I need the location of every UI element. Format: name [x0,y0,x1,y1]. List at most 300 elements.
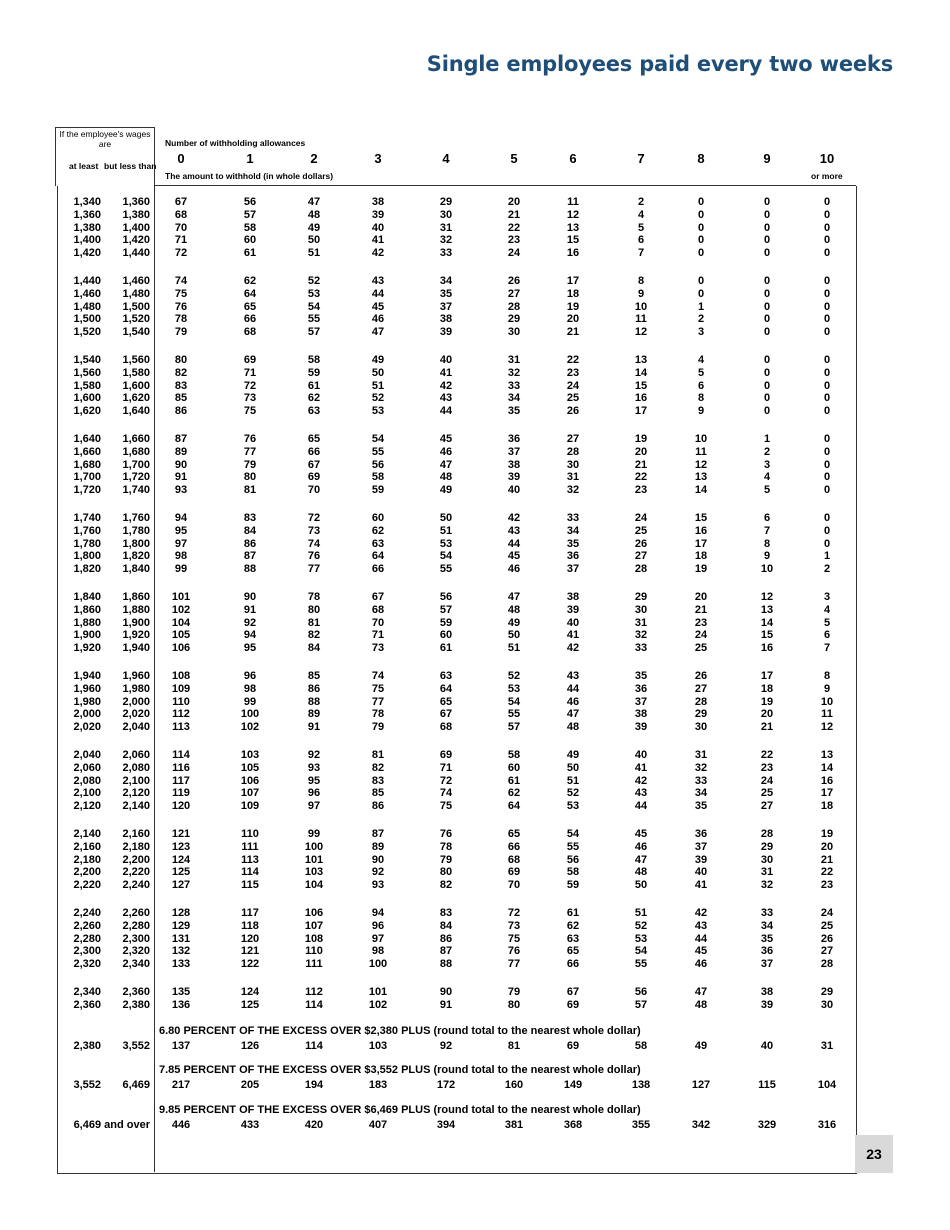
withholding-amount: 98 [174,550,188,563]
withholding-amount: 39 [634,721,648,734]
at-least-label: at least [69,161,99,171]
withholding-amount: 36 [507,433,521,445]
withholding-amount: 62 [507,787,521,800]
withholding-amount: 56 [371,458,385,471]
withholding-amount: 57 [634,998,648,1011]
withholding-amount: 46 [566,695,580,708]
withholding-amount: 64 [243,287,257,300]
withholding-amount: 2 [763,445,771,458]
withholding-amount: 71 [174,234,188,247]
withholding-amount: 6 [637,234,645,247]
withholding-amount: 47 [439,458,453,471]
withholding-amount: 2 [637,196,645,208]
withholding-amount: 73 [371,642,385,655]
withholding-amount: 394 [436,1119,456,1131]
withholding-amount: 78 [174,313,188,326]
withholding-amount: 48 [307,208,321,221]
withholding-amount: 90 [371,853,385,866]
withholding-amount: 115 [758,1079,776,1091]
withholding-amount: 12 [694,458,708,471]
withholding-amount: 38 [371,196,385,208]
wage-at-least: 1,980 [73,695,101,708]
withholding-amount: 48 [634,866,648,879]
withholding-amount: 18 [694,550,708,563]
withholding-amount: 106 [304,907,324,919]
withholding-amount: 52 [371,392,385,405]
allowance-column-header: 6 [569,151,577,166]
withholding-amount: 82 [307,629,321,642]
withholding-amount: 59 [439,616,453,629]
withholding-amount: 120 [171,800,191,813]
withholding-amount: 67 [439,708,453,721]
withholding-amount: 316 [817,1119,837,1131]
withholding-amount: 76 [243,433,257,445]
withholding-amount: 72 [507,907,521,919]
wage-at-least: 1,800 [73,550,101,563]
withholding-amount: 39 [371,208,385,221]
withholding-amount: 0 [823,221,831,234]
withholding-amount: 27 [820,945,834,958]
withholding-amount: 33 [634,642,648,655]
withholding-amount: 57 [307,326,321,339]
withholding-amount: 41 [566,629,580,642]
wage-less-than: 2,040 [122,721,150,734]
withholding-amount: 3 [823,591,831,603]
wage-at-least: 2,380 [73,1040,101,1052]
withholding-amount: 72 [439,774,453,787]
withholding-amount: 62 [243,275,257,287]
withholding-amount: 19 [634,433,648,445]
withholding-amount: 40 [760,1040,774,1052]
withholding-amount: 53 [507,682,521,695]
withholding-amount: 29 [507,313,521,326]
withholding-amount: 79 [507,986,521,998]
withholding-amount: 114 [172,749,190,761]
withholding-amount: 53 [307,287,321,300]
withholding-amount: 48 [439,471,453,484]
withholding-amount: 183 [368,1079,388,1091]
withholding-amount: 81 [371,749,385,761]
wage-less-than: 1,520 [122,313,150,326]
withholding-amount: 55 [507,708,521,721]
wage-at-least: 1,780 [73,537,101,550]
withholding-amount: 43 [507,524,521,537]
withholding-amount: 35 [566,537,580,550]
wage-at-least: 2,200 [73,866,101,879]
withholding-amount: 91 [439,998,453,1011]
withholding-amount: 32 [760,879,774,892]
withholding-amount: 24 [760,774,774,787]
withholding-amount: 26 [694,670,708,682]
wage-less-than: 2,080 [122,761,150,774]
withholding-amount: 89 [371,840,385,853]
wage-at-least: 2,260 [73,919,101,932]
withholding-amount: 118 [241,919,259,932]
withholding-amount: 29 [760,840,774,853]
withholding-amount: 17 [694,537,708,550]
withholding-amount: 31 [507,354,521,366]
withholding-amount: 43 [566,670,580,682]
wage-less-than: 2,340 [122,958,150,971]
wage-at-least: 2,360 [73,998,101,1011]
wage-at-least: 1,760 [73,524,101,537]
withholding-amount: 66 [507,840,521,853]
withholding-amount: 50 [371,366,385,379]
page-title: Single employees paid every two weeks [426,52,893,76]
withholding-amount: 65 [566,945,580,958]
withholding-amount: 0 [823,247,831,260]
withholding-amount: 54 [371,433,385,445]
withholding-amount: 45 [507,550,521,563]
withholding-amount: 27 [566,433,580,445]
withholding-amount: 95 [174,524,188,537]
withholding-amount: 14 [760,616,774,629]
withholding-amount: 121 [240,945,260,958]
withholding-amount: 205 [240,1079,260,1091]
withholding-amount: 114 [305,1040,323,1052]
withholding-amount: 25 [694,642,708,655]
withholding-amount: 23 [760,761,774,774]
withholding-amount: 73 [507,919,521,932]
withholding-amount: 1 [763,433,771,445]
withholding-amount: 79 [243,458,257,471]
withholding-amount: 83 [174,379,188,392]
withholding-amount: 60 [507,761,521,774]
withholding-amount: 5 [697,366,705,379]
withholding-amount: 81 [507,1040,521,1052]
wage-less-than: 1,820 [122,550,150,563]
withholding-amount: 110 [172,695,190,708]
withholding-amount: 100 [304,840,324,853]
wage-less-than: 2,120 [122,787,150,800]
withholding-amount: 72 [307,512,321,524]
withholding-amount: 10 [820,695,834,708]
wage-less-than: 1,540 [122,326,150,339]
withholding-amount: 80 [307,603,321,616]
withholding-amount: 58 [243,221,257,234]
wage-less-than: 2,260 [122,907,150,919]
withholding-amount: 75 [174,287,188,300]
withholding-amount: 36 [694,828,708,840]
withholding-amount: 31 [760,866,774,879]
withholding-amount: 0 [823,405,831,418]
withholding-amount: 0 [823,458,831,471]
withholding-amount: 28 [634,563,648,576]
withholding-amount: 52 [634,919,648,932]
withholding-amount: 0 [763,366,771,379]
withholding-amount: 56 [566,853,580,866]
withholding-amount: 52 [566,787,580,800]
withholding-amount: 116 [172,761,190,774]
withholding-amount: 37 [439,300,453,313]
withholding-amount: 5 [823,616,831,629]
withholding-amount: 407 [368,1119,388,1131]
withholding-amount: 30 [694,721,708,734]
withholding-amount: 131 [171,932,191,945]
withholding-amount: 8 [823,670,831,682]
withholding-amount: 33 [760,907,774,919]
withholding-amount: 40 [507,484,521,497]
withholding-amount: 39 [439,326,453,339]
withholding-amount: 63 [307,405,321,418]
withholding-amount: 44 [439,405,453,418]
withholding-amount: 31 [566,471,580,484]
withholding-amount: 79 [439,853,453,866]
withholding-amount: 12 [820,721,834,734]
wage-at-least: 1,940 [73,670,101,682]
withholding-amount: 39 [507,471,521,484]
wage-less-than: 1,860 [122,591,150,603]
withholding-amount: 88 [439,958,453,971]
wage-at-least: 1,820 [73,563,101,576]
withholding-amount: 46 [371,313,385,326]
wage-less-than: 1,640 [122,405,150,418]
wage-at-least: 2,120 [73,800,101,813]
wage-at-least: 1,840 [73,591,101,603]
withholding-amount: 21 [507,208,521,221]
withholding-amount: 46 [694,958,708,971]
withholding-amount: 0 [763,221,771,234]
wage-at-least: 1,920 [73,642,101,655]
withholding-amount: 39 [760,998,774,1011]
wage-at-least: 1,580 [73,379,101,392]
withholding-amount: 446 [171,1119,191,1131]
withholding-amount: 53 [634,932,648,945]
wage-at-least: 2,320 [73,958,101,971]
wage-less-than: 3,552 [122,1040,150,1052]
withholding-amount: 0 [697,287,705,300]
wage-at-least: 1,560 [73,366,101,379]
withholding-amount: 28 [507,300,521,313]
withholding-amount: 23 [566,366,580,379]
withholding-amount: 22 [566,354,580,366]
withholding-amount: 51 [634,907,648,919]
wage-less-than: 1,980 [122,682,150,695]
withholding-amount: 4 [637,208,645,221]
withholding-amount: 133 [171,958,191,971]
wage-less-than: 2,140 [122,800,150,813]
withholding-amount: 48 [566,721,580,734]
withholding-amount: 124 [240,986,260,998]
withholding-amount: 111 [241,840,259,853]
withholding-amount: 32 [634,629,648,642]
withholding-amount: 97 [174,537,188,550]
withholding-amount: 87 [439,945,453,958]
wage-at-least: 1,600 [73,392,101,405]
withholding-amount: 35 [760,932,774,945]
withholding-amount: 80 [507,998,521,1011]
withholding-amount: 11 [635,313,647,326]
withholding-amount: 12 [760,591,774,603]
withholding-amount: 83 [371,774,385,787]
allowance-column-header: 2 [310,151,318,166]
withholding-amount: 29 [820,986,834,998]
withholding-amount: 48 [694,998,708,1011]
withholding-amount: 102 [368,998,388,1011]
withholding-amount: 80 [439,866,453,879]
wage-at-least: 1,540 [73,354,101,366]
withholding-amount: 55 [566,840,580,853]
withholding-amount: 47 [307,196,321,208]
withholding-amount: 81 [243,484,257,497]
withholding-amount: 89 [174,445,188,458]
withholding-amount: 63 [566,932,580,945]
withholding-amount: 44 [634,800,648,813]
withholding-amount: 75 [507,932,521,945]
withholding-amount: 80 [243,471,257,484]
wage-at-least: 1,440 [73,275,101,287]
withholding-amount: 71 [439,761,453,774]
wage-less-than: 2,000 [122,695,150,708]
withholding-amount: 27 [760,800,774,813]
wage-and-over: 6,469 and over [73,1119,150,1131]
wage-less-than: 2,280 [122,919,150,932]
wage-less-than: 1,360 [122,196,150,208]
wage-less-than: 6,469 [122,1079,150,1091]
withhold-label: The amount to withhold (in whole dollars) [165,171,334,181]
withholding-amount: 57 [507,721,521,734]
withholding-amount: 57 [243,208,257,221]
withholding-amount: 19 [820,828,834,840]
withholding-amount: 74 [439,787,453,800]
withholding-amount: 77 [507,958,521,971]
wage-less-than: 1,500 [122,300,150,313]
wage-less-than: 1,440 [122,247,150,260]
withholding-amount: 86 [307,682,321,695]
wage-at-least: 1,380 [73,221,101,234]
withholding-amount: 58 [371,471,385,484]
wage-at-least: 1,520 [73,326,101,339]
withholding-amount: 172 [436,1079,456,1091]
withholding-amount: 27 [507,287,521,300]
withholding-amount: 22 [507,221,521,234]
withholding-amount: 63 [439,670,453,682]
withholding-amount: 27 [694,682,708,695]
withholding-amount: 16 [760,642,774,655]
withholding-amount: 57 [439,603,453,616]
withholding-amount: 13 [820,749,834,761]
withholding-amount: 0 [697,221,705,234]
withholding-amount: 94 [371,907,385,919]
wage-at-least: 1,400 [73,234,101,247]
withholding-amount: 31 [820,1040,834,1052]
wage-less-than: 1,720 [122,471,150,484]
withholding-amount: 55 [634,958,648,971]
withholding-amount: 108 [304,932,324,945]
withholding-amount: 0 [763,379,771,392]
withholding-amount: 17 [634,405,648,418]
withholding-amount: 0 [823,379,831,392]
withholding-amount: 90 [174,458,188,471]
wage-at-least: 2,280 [73,932,101,945]
withholding-amount: 90 [439,986,453,998]
withholding-amount: 41 [694,879,708,892]
withholding-amount: 41 [634,761,648,774]
withholding-amount: 62 [566,919,580,932]
withholding-amount: 13 [760,603,774,616]
withholding-amount: 10 [634,300,648,313]
withholding-amount: 86 [174,405,188,418]
withholding-amount: 93 [307,761,321,774]
withholding-amount: 49 [371,354,385,366]
withholding-amount: 106 [171,642,191,655]
withholding-amount: 26 [507,275,521,287]
withholding-amount: 38 [439,313,453,326]
withholding-amount: 20 [820,840,834,853]
withholding-amount: 101 [171,591,191,603]
withholding-amount: 8 [763,537,771,550]
wage-less-than: 2,100 [122,774,150,787]
withholding-amount: 100 [240,708,260,721]
wage-label: If the employee's wages are [59,129,151,149]
wage-at-least: 1,880 [73,616,101,629]
withholding-amount: 61 [439,642,453,655]
wage-less-than: 1,480 [122,287,150,300]
withholding-amount: 50 [507,629,521,642]
wage-at-least: 1,860 [73,603,101,616]
withholding-amount: 37 [507,445,521,458]
withholding-amount: 99 [174,563,188,576]
withholding-amount: 119 [172,787,190,800]
withholding-amount: 82 [371,761,385,774]
withholding-amount: 40 [371,221,385,234]
withholding-amount: 59 [307,366,321,379]
withholding-amount: 106 [240,774,260,787]
wage-at-least: 2,300 [73,945,101,958]
wage-at-least: 1,900 [73,629,101,642]
withholding-amount: 30 [760,853,774,866]
withholding-amount: 6 [823,629,831,642]
withholding-amount: 6 [763,512,771,524]
withholding-amount: 61 [307,379,321,392]
withholding-amount: 30 [820,998,834,1011]
withholding-amount: 47 [694,986,708,998]
wage-at-least: 1,960 [73,682,101,695]
withholding-amount: 46 [634,840,648,853]
wage-at-least: 1,620 [73,405,101,418]
wage-less-than: 1,580 [122,366,150,379]
withholding-amount: 21 [760,721,774,734]
withholding-amount: 43 [371,275,385,287]
withholding-amount: 0 [763,247,771,260]
withholding-amount: 38 [760,986,774,998]
withholding-amount: 111 [305,958,323,971]
withholding-amount: 49 [507,616,521,629]
withholding-amount: 107 [304,919,324,932]
withholding-amount: 76 [307,550,321,563]
withholding-amount: 54 [307,300,321,313]
withholding-amount: 92 [243,616,257,629]
wage-at-least: 2,060 [73,761,101,774]
withholding-amount: 41 [371,234,385,247]
withholding-amount: 0 [823,366,831,379]
withholding-amount: 112 [305,986,323,998]
withholding-amount: 24 [694,629,708,642]
withholding-amount: 5 [637,221,645,234]
withholding-amount: 44 [566,682,580,695]
withholding-amount: 20 [760,708,774,721]
withholding-amount: 66 [566,958,580,971]
withholding-amount: 19 [694,563,708,576]
withholding-amount: 17 [566,275,580,287]
withholding-amount: 85 [307,670,321,682]
withholding-amount: 71 [371,629,385,642]
withholding-amount: 31 [694,749,708,761]
wage-at-least: 3,552 [73,1079,101,1091]
wage-at-least: 1,640 [73,433,101,445]
wage-less-than: 1,940 [122,642,150,655]
allowance-column-header: 10 [819,151,835,166]
